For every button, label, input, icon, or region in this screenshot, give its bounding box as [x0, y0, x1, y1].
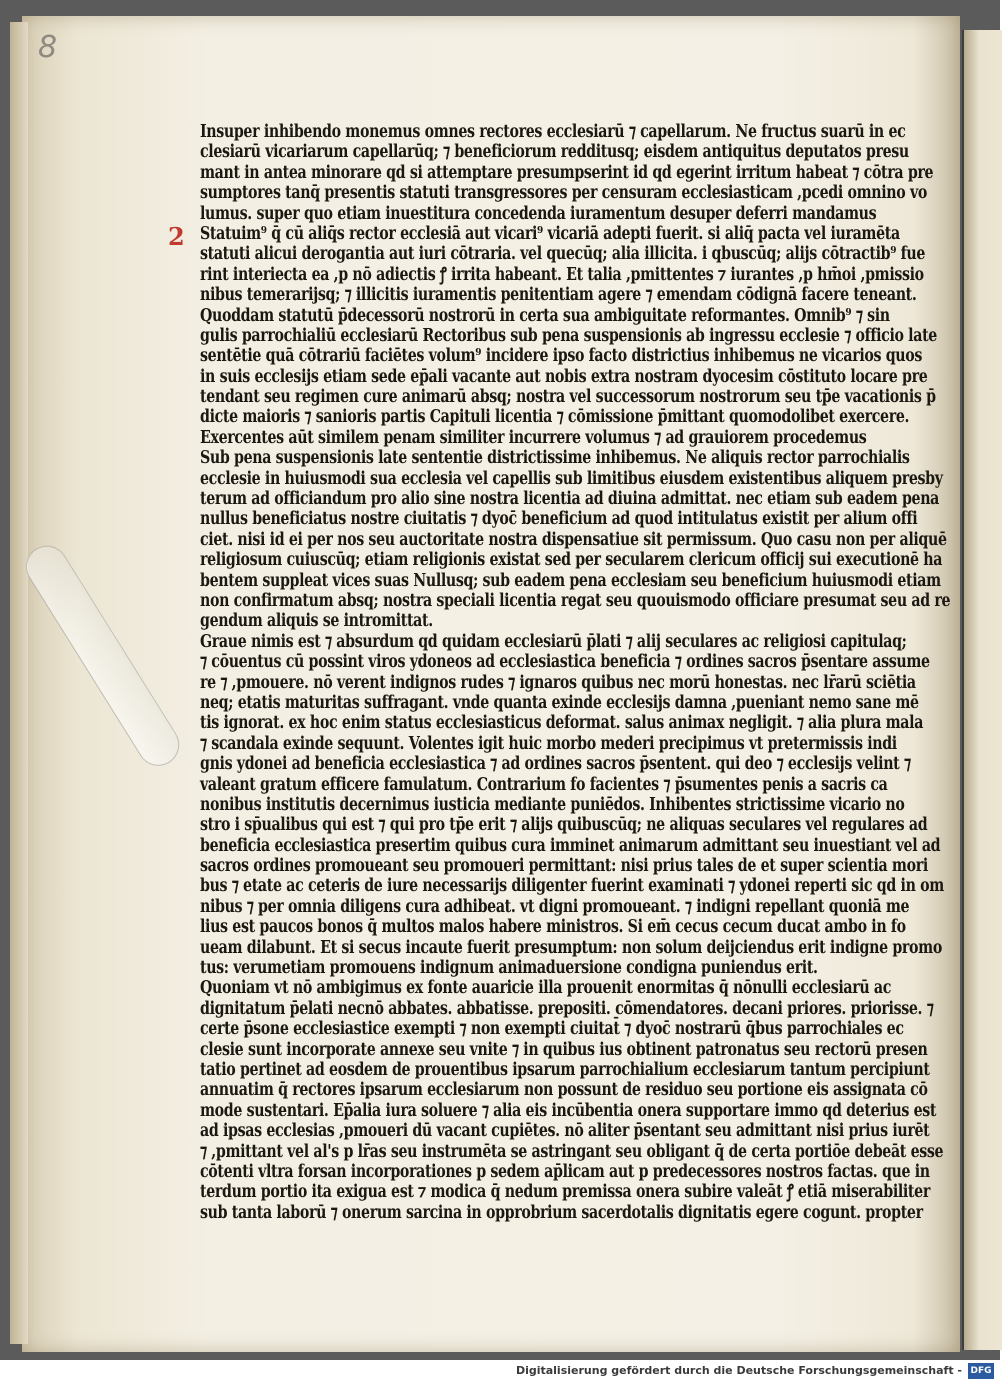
text-line: mode sustentari. Ep̄alia iura soluere ⁊ alia eis incūbentia onera supportare immo qd deterius est [200, 1100, 937, 1121]
text-line: sumptores tanq̄ presentis statuti transgressores per censuram ecclesiasticam ,pcedi omnino vo [200, 183, 927, 204]
text-line: dignitatum p̄elati necnō abbates. abbatisse. prepositi. cōmendatores. decani priores. priorisse. ⁊ [200, 998, 934, 1019]
text-line: ⁊ scandala exinde sequunt. Volentes igit huic morbo mederi precipimus vt pretermissis indi [200, 733, 897, 754]
text-line: ecclesie in huiusmodi sua ecclesia vel capellis sub limitibus eiusdem existentibus aliquem presby [200, 468, 943, 489]
text-line: nullus beneficiatus nostre ciuitatis ⁊ dyoc̄ beneficium ad quod intitulatus existit per alium offi [200, 509, 918, 530]
text-line: annuatim q̄ rectores ipsarum ecclesiarum non possunt de residuo seu portione eis assignata cō [200, 1080, 928, 1101]
text-line: sacros ordines promoueant seu promoueri permittant: nisi prius tales de et super scientia mori [200, 856, 928, 877]
pencil-folio-mark: 8 [38, 30, 58, 65]
text-line: tus: verumetiam promouens indignum animaduersione condigna puniendus erit. [200, 957, 818, 978]
text-line: certe p̄sone ecclesiastice exempti ⁊ non exempti ciuitat̄ ⁊ dyoc̄ nostrarū q̄bus parrochiales ec [200, 1019, 904, 1040]
text-line: gendum aliquis se intromittat. [200, 611, 433, 632]
text-line: lius est paucos bonos q̄ multos malos habere ministros. Si em̄ cecus cecum ducat ambo in fo [200, 917, 906, 938]
footer-bar [0, 1360, 1000, 1384]
facing-page-edge [962, 30, 1002, 1350]
text-line: non confirmatum absq; nostra speciali licentia regat seu quouismodo officiare presumat seu ad re [200, 590, 951, 611]
page-edge [10, 22, 28, 1344]
text-line: Graue nimis est ⁊ absurdum qd quidam ecclesiarū p̄lati ⁊ alij seculares ac religiosi capitulaq; [200, 631, 907, 652]
dfg-logo: DFG [968, 1363, 994, 1379]
text-line: re ⁊ ,pmouere. nō verent indignos rudes ⁊ ignaros quibus nec morū honestas. nec lr̄arū sciētia [200, 672, 916, 693]
text-line: Statuim⁹ q̄ cū aliq̄s rector ecclesiā aut vicari⁹ vicariā adepti fuerit. si aliq̄ pacta vel iuramēta [200, 223, 900, 244]
text-line: in suis ecclesijs etiam sede ep̄ali vacante aut nobis extra nostram dyocesim cōstituto locare pre [200, 366, 928, 387]
text-line: tendant seu regimen cure animarū absq; nostra vel successorum nostrorum seu tp̄e vacationis p̄ [200, 387, 936, 408]
text-line: Sub pena suspensionis late sententie districtissime inhibemus. Ne aliquis rector parrochialis [200, 448, 910, 469]
text-line: religiosum cuiuscūq; etiam religionis existat sed per secularem clericum officij sui executionē ha [200, 550, 943, 571]
text-line: nibus temerarijsq; ⁊ illicitis iuramentis penitentiam agere ⁊ emendam cōdignā facere teneant. [200, 285, 917, 306]
text-line: sentētie quā cōtrariū faciētes volum⁹ incidere ipso facto districtius inhibemus ne vicarios quos [200, 346, 923, 367]
text-line: gulis parrochialiū ecclesiarū Rectoribus sub pena suspensionis ab ingressu ecclesie ⁊ officio late [200, 325, 937, 346]
text-line: nibus ⁊ per omnia diligens cura adhibeat. vt digni promoueant. ⁊ indigni repellant quoniā me [200, 896, 910, 917]
printed-text-block [200, 121, 951, 1223]
text-line: gnis ydonei ad beneficia ecclesiastica ⁊ ad ordines sacros p̄sentent. qui deo ⁊ ecclesijs velint ⁊ [200, 754, 911, 775]
text-line: ueam dilabunt. Et si secus incaute fuerit presumptum: non solum deijciendus erit indigne promo [200, 937, 942, 958]
text-line: mant in antea minorare qd si attemptare presumpserint id qd egerint irritum habeat ⁊ cōtra pre [200, 162, 934, 183]
text-line: valeant gratum efficere famulatum. Contrarium fo facientes ⁊ p̄sumentes penis a sacris ca [200, 774, 888, 795]
text-line: Quoddam statutū p̄decessorū nostrorū in certa sua ambiguitate reformantes. Omnib⁹ ⁊ sin [200, 305, 890, 326]
text-line: ad ipsas ecclesias ,pmoueri dū vacant cupiētes. nō aliter p̄sentant seu admittant nisi prius iurēt [200, 1121, 930, 1142]
text-line: tatio pertinet ad eosdem de prouentibus ipsarum parrochialium ecclesiarum tantum percipiunt [200, 1059, 930, 1080]
text-line: bus ⁊ etate ac ceteris de iure necessarijs diligenter fuerint examinati ⁊ ydonei reperti sic qd in om [200, 876, 944, 897]
text-line: beneficia ecclesiastica presertim quibus cura imminet animarum admittant seu inuestiant vel ad [200, 835, 941, 856]
text-line: clesiarū vicariarum capellarūq; ⁊ beneficiorum redditusq; eisdem antiquitus deputatos presu [200, 142, 909, 163]
text-line: nonibus institutis decernimus iusticia mediante puniēdos. Inhibentes strictissime vicario no [200, 794, 905, 815]
text-line: Quoniam vt nō ambigimus ex fonte auaricie illa prouenit enormitas q̄ nōnulli ecclesiarū ac [200, 978, 892, 999]
footer-credit: Digitalisierung gefördert durch die Deutsche Forschungsgemeinschaft - [515, 1364, 962, 1377]
text-line: terdum portio ita exigua est ⁊ modica q̄ nedum premissa onera subire valeāt ꝭ etiā miserabiliter [200, 1182, 930, 1203]
text-line: dicte maioris ⁊ sanioris partis Capituli licentia ⁊ cōmissione p̄mittant quomodolibet exercere. [200, 407, 910, 428]
text-line: bentem suppleat vices suas Nullusq; sub eadem pena ecclesiam seu beneficium huiusmodi etiam [200, 570, 941, 591]
text-line: sub tanta laborū ⁊ onerum sarcina in opprobrium sacerdotalis dignitatis egere cogunt. propter [200, 1202, 923, 1223]
red-margin-mark: 2 [168, 222, 185, 251]
text-line: clesie sunt incorporate annexe seu vnite ⁊ in quibus ius obtinent patronatus seu rectorū presen [200, 1039, 928, 1060]
text-line: Insuper inhibendo monemus omnes rectores ecclesiarū ⁊ capellarum. Ne fructus suarū in ec [200, 121, 906, 142]
text-line: ⁊ cōuentus cū possint viros ydoneos ad ecclesiastica beneficia ⁊ ordines sacros p̄sentare assume [200, 652, 930, 673]
text-line: terum ad officiandum pro alio sine nostra licentia ad diuina admittat. nec etiam sub eadem pena [200, 488, 940, 509]
text-line: statuti alicui derogantia aut iuri cōtraria. vel quecūq; alia illicita. i qbuscūq; alijs cōtractib⁹ fue [200, 244, 926, 265]
text-line: ciet. nisi id ei per nos seu auctoritate nostra dispensatiue sit permissum. Quo casu non per aliquē [200, 529, 947, 550]
text-line: rint interiecta ea ,p nō adiectis ꝭ irrita habeant. Et talia ,pmittentes ⁊ iurantes ,p hm̄oi ,pmissio [200, 264, 924, 285]
text-line: stro i sp̄ualibus qui est ⁊ qui pro tp̄e erit ⁊ alijs quibuscūq; ne aliquas seculares vel regulares ad [200, 815, 928, 836]
text-line: neq; etatis maturitas suffragant. vnde quanta exinde ecclesijs damna ,pueniant nemo sane mē [200, 692, 919, 713]
text-line: cōtenti vltra forsan incorporationes p sedem ap̄licam aut p predecessores nostros factas. que in [200, 1161, 930, 1182]
text-line: Exercentes aūt similem penam similiter incurrere volumus ⁊ ad grauiorem procedemus [200, 427, 867, 448]
text-line: tis ignorat. ex hoc enim status ecclesiasticus deformat. salus animax negligit. ⁊ alia plura mala [200, 713, 924, 734]
text-line: ⁊ ,pmittant vel al's p lr̄as seu instrumēta se astringant seu obligant q̄ de certa portiōe debeāt esse [200, 1141, 944, 1162]
text-line: lumus. super quo etiam inuestitura concedenda iuramentum desuper deferri mandamus [200, 203, 877, 224]
